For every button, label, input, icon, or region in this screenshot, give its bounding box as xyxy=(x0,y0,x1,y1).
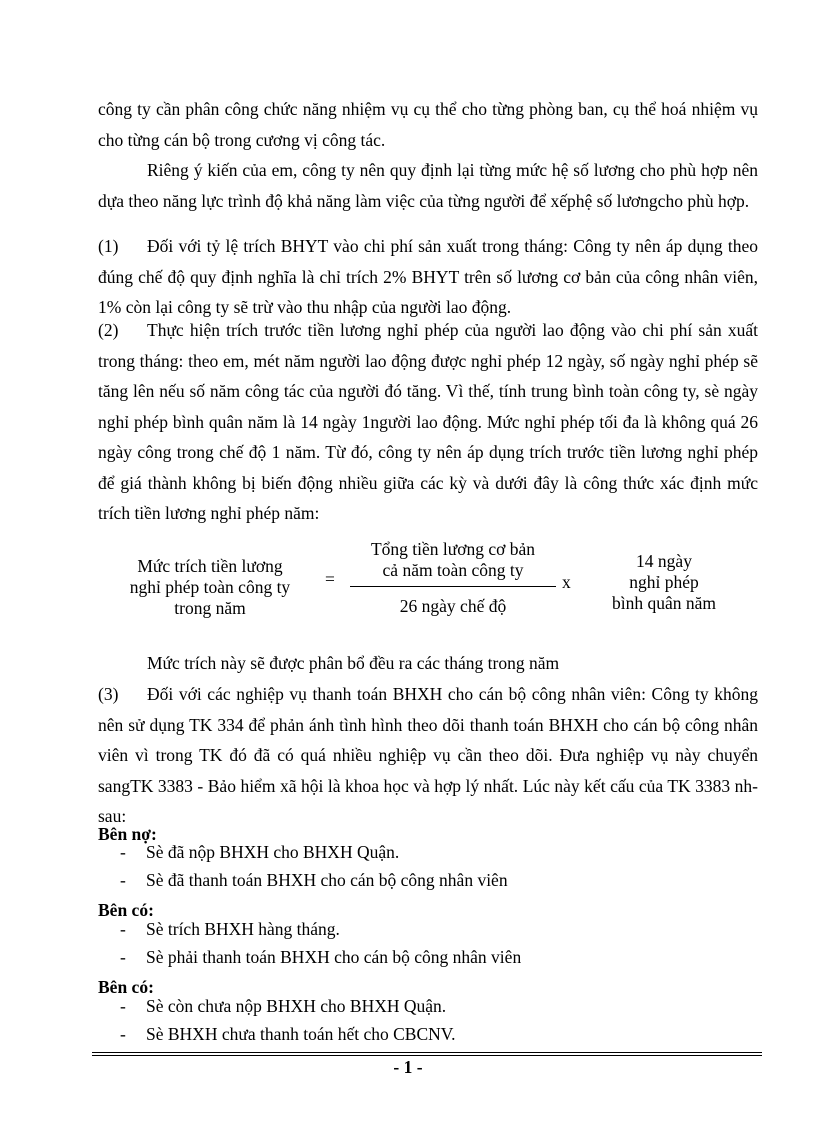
formula-right-line: nghỉ phép xyxy=(629,572,699,592)
formula-left-line: nghỉ phép toàn công ty xyxy=(129,577,291,597)
item-text: Đối với các nghiệp vụ thanh toán BHXH cho cán bộ công nhân viên: Công ty không nên sử dụng TK 334 để phản ánh tình hình theo dõi thanh toán BHXH cho cán bộ công nhân viên vì trong TK đó đã có quá nhiều nghiệp vụ cần theo dõi. Đưa nghiệp vụ này chuyển sangTK 3383 - Bảo hiểm xã hội là khoa học và hợp lý nhất. Lúc này kết cấu của TK 3383 nh sau: xyxy=(98,684,758,826)
item-number: (2) xyxy=(98,320,119,340)
list-item xyxy=(120,866,760,894)
paragraph-allocation: Mức trích này sẽ được phân bổ đều ra các tháng trong năm xyxy=(147,653,560,673)
item-text: Thực hiện trích trước tiền lương nghỉ phép của người lao động vào chi phí sản xuất trong tháng: theo em, mét năm người lao động được nghỉ phép 12 ngày, số ngày nghỉ phép sẽ tăng lên nếu số năm công tác của người đó tăng. Vì thế, tính trung bình toàn công ty, sè ngày nghỉ phép bình quân năm là 14 ngày 1người lao động. Mức nghỉ phép tối đa là không quá 26 ngày công trong chế độ 1 năm. Từ đó, công ty nên áp dụng trích trước tiền lương nghỉ phép để giá thành không bị biến động nhiều giữa các kỳ và dưới đây là công thức xác định mức trích tiền lương nghỉ phép năm: xyxy=(98,320,758,523)
list-item-text: Sè trích BHXH hàng tháng. xyxy=(146,919,340,939)
formula-left-line: trong năm xyxy=(174,598,246,618)
paragraph-item-1 xyxy=(98,231,758,323)
formula-left-term xyxy=(100,556,320,619)
bullet-dash: - xyxy=(120,947,126,967)
formula-block xyxy=(0,535,816,625)
list-item xyxy=(120,915,760,943)
numerator-line: cả năm toàn công ty xyxy=(382,560,524,580)
paragraph-opinion: Riêng ý kiến của em, công ty nên quy định lại từng mức hệ số lương cho phù hợp nên dựa theo năng lực trình độ khả năng làm việc của từng người để xếphệ số lươngcho phù hợp. xyxy=(98,160,758,211)
bullet-dash: - xyxy=(120,1024,126,1044)
bullet-dash: - xyxy=(120,842,126,862)
footer-divider xyxy=(92,1052,762,1053)
list-item-text: Sè đã thanh toán BHXH cho cán bộ công nhân viên xyxy=(146,870,508,890)
bullet-dash: - xyxy=(120,996,126,1016)
formula-left-line: Mức trích tiền lương xyxy=(137,556,283,576)
formula-numerator xyxy=(350,539,556,581)
numerator-line: Tổng tiền lương cơ bản xyxy=(370,539,536,559)
paragraph-intro: công ty cần phân công chức năng nhiệm vụ cụ thể cho từng phòng ban, cụ thể hoá nhiệm vụ cho từng cán bộ trong cương vị công tác. xyxy=(98,99,758,150)
list-item xyxy=(120,838,760,866)
paragraph-item-2 xyxy=(98,315,758,529)
section-heading-credit: Bên có: xyxy=(98,900,154,920)
list-item xyxy=(120,992,760,1020)
bullet-dash: - xyxy=(120,870,126,890)
formula-right-line: bình quân năm xyxy=(611,593,716,613)
section-heading-debit: Bên nợ: xyxy=(98,824,157,844)
item-text: Đối với tỷ lệ trích BHYT vào chi phí sản xuất trong tháng: Công ty nên áp dụng theo đúng chế độ quy định nghĩa là chỉ trích 2% BHYT trên số lương cơ bản của công nhân viên, 1% còn lại công ty sẽ trừ vào thu nhập của người lao động. xyxy=(98,236,758,317)
paragraph-item-3 xyxy=(98,679,758,832)
bullet-dash: - xyxy=(120,919,126,939)
item-number: (3) xyxy=(98,684,119,704)
list-item xyxy=(120,1020,760,1048)
page-number: - 1 - xyxy=(393,1057,423,1077)
item-number: (1) xyxy=(98,236,119,256)
formula-denominator: 26 ngày chế độ xyxy=(399,596,507,616)
list-item xyxy=(120,943,760,971)
list-item-text: Sè phải thanh toán BHXH cho cán bộ công nhân viên xyxy=(146,947,522,967)
formula-right-line: 14 ngày xyxy=(636,551,692,571)
formula-right-term xyxy=(600,551,728,614)
fraction-bar xyxy=(350,586,556,587)
formula-times: x xyxy=(562,572,571,592)
list-item-text: Sè còn chưa nộp BHXH cho BHXH Quận. xyxy=(146,996,447,1016)
list-item-text: Sè BHXH chưa thanh toán hết cho CBCNV. xyxy=(146,1024,456,1044)
list-item-text: Sè đã nộp BHXH cho BHXH Quận. xyxy=(146,842,400,862)
section-heading-balance: Bên có: xyxy=(98,977,154,997)
formula-equals: = xyxy=(325,569,335,589)
